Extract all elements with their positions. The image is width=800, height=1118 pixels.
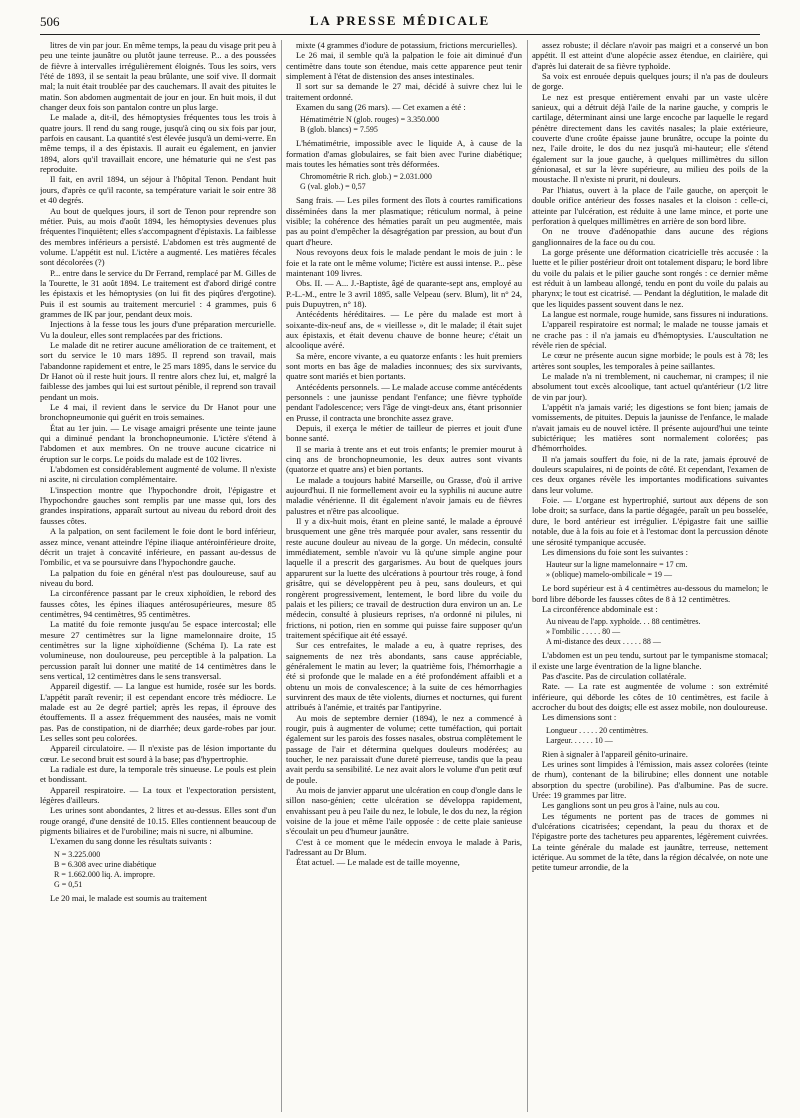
paragraph: État actuel. — Le malade est de taille moyenne,	[296, 857, 460, 868]
paragraph: La circonférence abdominale est :	[542, 603, 658, 614]
formula-line: » l'ombilic . . . . . 80 —	[546, 627, 621, 637]
paragraph: L'abdomen est considérablement augmenté de volume. Il n'existe ni ascite, ni circulation complémentaire.	[40, 464, 276, 485]
abdominal-circumference	[546, 617, 768, 647]
column-2	[286, 40, 522, 1112]
paragraph: P... entre dans le service du Dr Ferrand, remplacé par M. Gilles de la Tourette, le 31 août 1894. Le traitement est d'abord dirigé contre les épistaxis et les hémoptysies (on lui fit des piqûres d'ergotine). Puis il est soumis au traitement mercuriel : 4 grammes, puis 6 grammes de IK par jour, pendant deux mois.	[40, 267, 276, 319]
formula-line: G = 0,51	[54, 879, 83, 889]
paragraph: L'hématimétrie, impossible avec le liquide A, à cause de la formation d'amas globulaires, se fait bien avec l'urine diabétique; mais toutes les hématies sont très déformées.	[286, 138, 522, 170]
paragraph: Rien à signaler à l'appareil génito-urinaire.	[542, 748, 688, 759]
paragraph: Il n'a jamais souffert du foie, ni de la rate, jamais éprouvé de douleurs scapulaires, ni de points de côté. Et cependant, l'examen de ces deux organes révèle les importantes modifications suivantes dans leur volume.	[532, 453, 768, 495]
formula-line: » (oblique) mamelo-ombilicale = 19 —	[546, 570, 673, 580]
paragraph: Il fait, en avril 1894, un séjour à l'hôpital Tenon. Pendant huit jours, d'après ce qu'il raconte, sa température variait le soir entre 38 et 40 degrés.	[40, 174, 276, 206]
paragraph: Pas d'ascite. Pas de circulation collatérale.	[542, 670, 687, 681]
formula-line: B = 6.308 avec urine diabétique	[54, 859, 157, 869]
paragraph: A la palpation, on sent facilement le foie dont le bord inférieur, assez mince, venant atteindre l'épine iliaque antéroinférieure droite, décrit un trajet à concavité inférieure, en passant au-dessus de l'ombilic, et va se poursuivre dans l'hypochondre gauche.	[40, 526, 276, 568]
blood-formula	[54, 850, 276, 890]
paragraph: Le malade n'a ni tremblement, ni cauchemar, ni crampes; il nie absolument tout excès alcoolique, tant actuel qu'antérieur (1/2 litre de vin par jour).	[532, 371, 768, 402]
journal-title: LA PRESSE MÉDICALE	[309, 13, 491, 28]
formula-line: Longueur . . . . . 20 centimètres.	[546, 725, 648, 735]
paragraph: Le cœur ne présente aucun signe morbide; le pouls est à 78; les artères sont souples, les temporales à peine saillantes.	[532, 350, 768, 371]
paragraph: Appareil circulatoire. — Il n'existe pas de lésion importante du cœur. Le second bruit est sourd à la base; pas d'hypertrophie.	[40, 743, 276, 764]
liver-dimensions	[546, 560, 768, 580]
paragraph: mixte (4 grammes d'iodure de potassium, frictions mercurielles).	[296, 40, 518, 50]
formula-line: G (val. glob.) = 0,57	[300, 182, 366, 192]
paragraph: Depuis, il exerça le métier de tailleur de pierres et jouit d'une bonne santé.	[286, 423, 522, 444]
paragraph: Les dimensions du foie sont les suivantes :	[542, 546, 688, 557]
paragraph: Le nez est presque entièrement envahi par un vaste ulcère sanieux, qui a détruit déjà l'aile de la narine gauche, y compris le cartilage, déterminant ainsi une large encoche par laquelle le regard pénètre directement dans les cavités nasales; la plaie extérieure, couverte d'une croûte épaisse jaune brunâtre, occupe la pointe du nez, l'aile droite, le dos du nez jusqu'à mi-hauteur; elle s'étend également sur la joue gauche, à quelques millimètres du sillon génionasal, et sur la lèvre supérieure, au milieu des poils de la moustache. Il n'existe ni prurit, ni douleurs.	[532, 91, 768, 185]
paragraph: Sa mère, encore vivante, a eu quatorze enfants : les huit premiers sont morts en bas âge de maladies inconnues; des six survivants, quatre sont mariés et bien portants.	[286, 350, 522, 382]
paragraph: Injections à la fesse tous les jours d'une préparation mercurielle. Vu la douleur, elles sont remplacées par des frictions.	[40, 319, 276, 340]
paragraph: La matité du foie remonte jusqu'au 5e espace intercostal; elle mesure 27 centimètres sur la ligne mamelonnaire droite, 15 centimètres sur la ligne xiphoïdienne (Schéma I). La rate est volumineuse, non douloureuse, peu perceptible à la palpation. La percussion paraît lui donner une matité de 14 centimètres dans le sens vertical, 12 centimètres dans le sens transversal.	[40, 619, 276, 681]
paragraph: Nous revoyons deux fois le malade pendant le mois de juin : le foie et la rate ont le même volume; l'ictère est aussi intense. P... pèse maintenant 109 livres.	[286, 247, 522, 278]
paragraph: L'abdomen est un peu tendu, surtout par le tympanisme stomacal; il existe une large éventration de la ligne blanche.	[532, 650, 768, 671]
paragraph: Le bord supérieur est à 4 centimètres au-dessous du mamelon; le bord libre déborde les fausses côtes de 8 à 12 centimètres.	[532, 583, 768, 604]
column-3	[532, 40, 768, 1112]
header-rule	[40, 34, 760, 35]
formula-line: Largeur. . . . . . 10 —	[546, 735, 613, 745]
page-number: 506	[40, 14, 60, 29]
paragraph: Le 4 mai, il revient dans le service du Dr Hanot pour une bronchopneumonie qui guérit en trois semaines.	[40, 402, 276, 423]
paragraph: La langue est normale, rouge humide, sans fissures ni indurations.	[542, 308, 768, 319]
spleen-dimensions	[546, 726, 768, 746]
paragraph: Les urines sont abondantes, 2 litres et au-dessus. Elles sont d'un rouge orangé, d'une densité de 10.15. Elles contiennent beaucoup de pigments biliaires et de l'urobiline; mais ni sucre, ni albumine.	[40, 805, 276, 837]
paragraph: Antécédents héréditaires. — Le père du malade est mort à soixante-dix-neuf ans, de « vieillesse », dit le malade; il était sujet aux épistaxis, et était devenu chauve de bonne heure; c'était un alcoolique avéré.	[286, 309, 522, 351]
paragraph: Les ganglions sont un peu gros à l'aine, nuls au cou.	[542, 800, 720, 811]
hematimetry-formula	[300, 115, 522, 135]
paragraph: Par l'hiatus, ouvert à la place de l'aile gauche, on aperçoit le double orifice antérieur des fosses nasales et la cloison : celle-ci, atteinte par l'ulcération, est réduite à une lame mince, et porte une perforation à quelques millimètres en arrière de son bord libre.	[532, 184, 768, 226]
paragraph: Les téguments ne portent pas de traces de gommes ni d'ulcérations cicatrisées; cependant, la peau du thorax et de l'épigastre porte des tachetures peu apparentes, légèrement cuivrées. La teinte générale du malade est jaunâtre, terreuse, nettement ictérique. Au sommet de la tête, dans la région décalvée, on note une petite tumeur arrondie, de la	[532, 810, 768, 873]
paragraph: L'appareil respiratoire est normal; le malade ne tousse jamais et ne crache pas : il n'a jamais eu d'hémoptysies. L'auscultation ne révèle rien de spécial.	[532, 319, 768, 350]
paragraph: Le malade dit ne retirer aucune amélioration de ce traitement, et sort du service le 10 mars 1895. Il reprend son travail, mais l'abandonne rapidement et entre, le 25 mars 1895, dans le service du Dr Hanot où il reste huit jours. Il rentre alors chez lui, et, malgré la faiblesse des jambes qui lui est surtout pénible, il reprend son travail pendant un mois.	[40, 339, 276, 402]
paragraph: L'appétit n'a jamais varié; les digestions se font bien; jamais de vomissements, de pituites. Depuis la jaunisse de l'enfance, le malade n'avait jamais eu de nouvel ictère. Il présente aujourd'hui une teinte subictérique; les matières sont normalement colorées; pas d'hémorrhoïdes.	[532, 402, 768, 454]
paragraph: Examen du sang (26 mars). — Cet examen a été :	[296, 102, 466, 113]
paragraph: Le 26 mai, il semble qu'à la palpation le foie ait diminué d'un centimètre dans toute son étendue, mais cette apparence peut tenir simplement à l'état de distension des anses intestinales.	[286, 50, 522, 82]
paragraph: litres de vin par jour. En même temps, la peau du visage prit peu à peu une teinte jaunâtre ou plutôt jaune terreuse. P... a des poussées de fièvre à intervalles irrégulièrement éloignés. Tous les soirs, vers l'été de 1893, il se sentait la peau brûlante, une soif vive. Il dormait mal; la nuit était troublée par des cauchemars. Il avait des pituites le matin. Son abdomen augmentait de jour en jour. En huit mois, il dut changer deux fois son pantalon contre un plus large.	[40, 40, 276, 113]
paragraph: assez robuste; il déclare n'avoir pas maigri et a conservé un bon appétit. Il est atteint d'une alopécie assez étendue, en clairière, qui d'après lui daterait de sa fièvre typhoïde.	[532, 40, 768, 71]
paragraph: Il sort sur sa demande le 27 mai, décidé à suivre chez lui le traitement ordonné.	[286, 81, 522, 102]
formula-line: Hématimétrie N (glob. rouges) = 3.350.000	[300, 115, 440, 125]
column-divider	[527, 40, 528, 1112]
column-1	[40, 40, 276, 1112]
paragraph: Les urines sont limpides à l'émission, mais assez colorées (teinte de rhum), contenant de la bilirubine; elles donnent une notable absorption du spectre (urobiline). Pas d'albumine. Pas de sucre. Urée: 19 grammes par litre.	[532, 758, 768, 800]
paragraph: Le malade a, dit-il, des hémoptysies fréquentes tous les trois à quatre jours. Il rend du sang rouge, jusqu'à cinq ou six fois par jour, parfois en causant. La quantité s'est élevée jusqu'à un demi-verre. En même temps, il a des épistaxis. Il aurait eu également, en janvier 1894, alors qu'il travaillait encore, une hématurie qui ne s'est pas reproduite.	[40, 112, 276, 175]
paragraph: Il se maria à trente ans et eut trois enfants; le premier mourut à cinq ans de bronchopneumonie, les deux autres sont vivants (quatorze et quatre ans) et bien portants.	[286, 443, 522, 475]
paragraph: On ne trouve d'adénopathie dans aucune des régions ganglionnaires de la face ou du cou.	[532, 226, 768, 247]
formula-line: Hauteur sur la ligne mamelonnaire = 17 cm.	[546, 560, 688, 570]
column-divider	[281, 40, 282, 1112]
paragraph: Appareil digestif. — La langue est humide, rosée sur les bords. L'appétit paraît revenir; il est cependant encore très médiocre. Le malade est au 2e degré partiel; après les repas, il éprouve des étouffements. Il a assez fréquemment des nausées, mais ne vomit pas. Pas de constipation, ni de diarrhée; deux garde-robes par jour. Les selles sont peu colorées.	[40, 681, 276, 744]
formula-line: R = 1.662.000 liq. A. impropre.	[54, 869, 155, 879]
paragraph: Foie. — L'organe est hypertrophié, surtout aux dépens de son lobe droit; sa surface, dans la partie dégagée, paraît un peu bosselée, dure, le bord antérieur est irrégulier. L'épigastre fait une saillie notable, due à la fois au foie et à l'estomac dont la percussion dénote une sérosité tympanique accusée.	[532, 495, 768, 547]
paragraph: État au 1er juin. — Le visage amaigri présente une teinte jaune qui a diminué pendant la bronchopneumonie. L'ictère s'étend à l'abdomen et aux membres. On ne trouve aucune cicatrice ni éruption sur le corps. Le poids du malade est de 102 livres.	[40, 422, 276, 464]
paragraph: La radiale est dure, la temporale très sinueuse. Le pouls est plein et bondissant.	[40, 764, 276, 785]
paragraph: Antécédents personnels. — Le malade accuse comme antécédents personnels : une jaunisse pendant l'enfance; une fièvre typhoïde pendant l'adolescence; vers l'âge de vingt-deux ans, étant prisonnier en Prusse, il contracta une bronchite assez grave.	[286, 381, 522, 423]
paragraph: Sa voix est enrouée depuis quelques jours; il n'a pas de douleurs de gorge.	[532, 71, 768, 92]
paragraph: Au mois de septembre dernier (1894), le nez a commencé à rougir, puis à augmenter de volume; cette tuméfaction, qui portait également sur les parois des fosses nasales, obstrua complètement le passage de l'air et détermina quelques douleurs modérées; au toucher, le nez paraissait d'une dureté pierreuse, tandis que la peau avait perdu sa sensibilité. Le nez avait alors le volume d'un petit œuf de poule.	[286, 712, 522, 785]
paragraph: C'est à ce moment que le médecin envoya le malade à Paris, l'adressant au Dr Blum.	[286, 836, 522, 858]
formula-line: B (glob. blancs) = 7.595	[300, 125, 378, 135]
paragraph: Sang frais. — Les piles forment des îlots à courtes ramifications disséminées dans la mer plasmatique; réticulum normal, à peine visible; la cohérence des hématies paraît un peu augmentée, mais pas au point d'empêcher la désagrégation par pression, au bout d'un quart d'heure.	[286, 195, 522, 247]
paragraph: Sur ces entrefaites, le malade a eu, à quatre reprises, des saignements de nez très abondants, sans cause appréciable, généralement le matin au lever; la quatrième fois, l'hémorrhagie a été si profonde que le malade en a été profondément affaibli et a obtenu un mois de convalescence; à la suite de ces hémorrhagies survinrent des maux de tête violents, diurnes et nocturnes, qui furent attribués à l'anémie, et traités par l'antipyrine.	[286, 640, 522, 713]
paragraph: Le 20 mai, le malade est soumis au traitement	[50, 892, 207, 903]
paragraph: Appareil respiratoire. — La toux et l'expectoration persistent, légères d'ailleurs.	[40, 784, 276, 806]
paragraph: Au bout de quelques jours, il sort de Tenon pour reprendre son métier. Puis, au mois d'août 1894, les hémoptysies devenues plus fréquentes l'inquiètent; elles s'accompagnent d'épistaxis. La faiblesse des membres inférieurs a persisté. L'abdomen est très augmenté de volume. L'appétit est nul. L'ictère a augmenté. Les matières fécales sont décolorées (?)	[40, 205, 276, 268]
formula-line: Au niveau de l'app. xyphoïde. . . 88 centimètres.	[546, 617, 701, 627]
paragraph: Rate. — La rate est augmentée de volume : son extrémité inférieure, qui déborde les côtes de 10 centimètres, est facile à accrocher du bout des doigts; elle est assez mobile, non douloureuse.	[532, 681, 768, 712]
paragraph: Il y a dix-huit mois, étant en pleine santé, le malade a éprouvé brusquement une gêne très marquée pour avaler, sans ressentir du reste aucune douleur au niveau de la gorge. Un médecin, consulté immédiatement, semble n'avoir vu là qu'une simple angine pour laquelle il a prescrit des gargarismes. Au bout de quelques jours apparurent sur la luette des ulcérations à pourtour très rouge, à fond grisâtre, qui se développèrent peu à peu, sans douleurs, et qui rongèrent progressivement, lentement, le bord libre du voile du palais et les piliers; ce travail de destruction dura environ un an. Le médecin, consulté à plusieurs reprises, n'a ordonné ni pilules, ni frictions, ni potion, rien en somme qui puisse faire supposer qu'un traitement spécifique ait été essayé.	[286, 516, 522, 640]
chromometry-formula	[300, 172, 522, 192]
paragraph: Au mois de janvier apparut une ulcération en coup d'ongle dans le sillon naso-génien; cette ulcération se développa rapidement, envahissant peu à peu l'aile du nez, le lobule, le dos du nez, la région voisine de la joue et même l'aile opposée : de cette plaie sanieuse s'écoulait un peu d'humeur jaunâtre.	[286, 785, 522, 837]
formula-line: A mi-distance des deux . . . . . 88 —	[546, 637, 661, 647]
paragraph: L'examen du sang donne les résultats suivants :	[50, 836, 212, 847]
page-header	[40, 12, 760, 32]
formula-line: Chromométrie R rich. glob.) = 2.031.000	[300, 172, 432, 182]
paragraph: La palpation du foie en général n'est pas douloureuse, sauf au niveau du bord.	[40, 567, 276, 588]
paragraph: La circonférence passant par le creux xiphoïdien, le rebord des fausses côtes, les épines iliaques antérosupérieures, mesure 85 centimètres, 94 centimètres, 95 centimètres.	[40, 588, 276, 619]
formula-line: N = 3.225.000	[54, 849, 101, 859]
paragraph: Le malade a toujours habité Marseille, ou Grasse, d'où il arrive aujourd'hui. Il nie formellement avoir eu la syphilis ni aucune autre maladie vénérienne. Il dit également n'avoir jamais eu de fièvres palustres et n'être pas alcoolique.	[286, 474, 522, 516]
paragraph: Les dimensions sont :	[542, 712, 617, 723]
paragraph: L'inspection montre que l'hypochondre droit, l'épigastre et l'hypochondre gauches sont remplis par une masse qui, lors des grandes inspirations, apparaît surtout au niveau du rebord droit des fausses côtes.	[40, 484, 276, 526]
paragraph: La gorge présente une déformation cicatricielle très accusée : la luette et le pilier postérieur droit ont totalement disparu; le bord libre du voile du palais et le pilier gauche sont rongés : ce dernier même est réduit à un lambeau allongé, tendu en pont du voile du palais au pharynx; le tout est cicatrisé. — Pendant la déglutition, le malade dit que les liquides passent souvent dans le nez.	[532, 246, 768, 309]
paragraph: Obs. II. — A... J.-Baptiste, âgé de quarante-sept ans, employé au P.-L.-M., entre le 3 avril 1895, salle Velpeau (serv. Blum), lit n° 24, puis Dupuytren, n° 18).	[286, 278, 522, 309]
